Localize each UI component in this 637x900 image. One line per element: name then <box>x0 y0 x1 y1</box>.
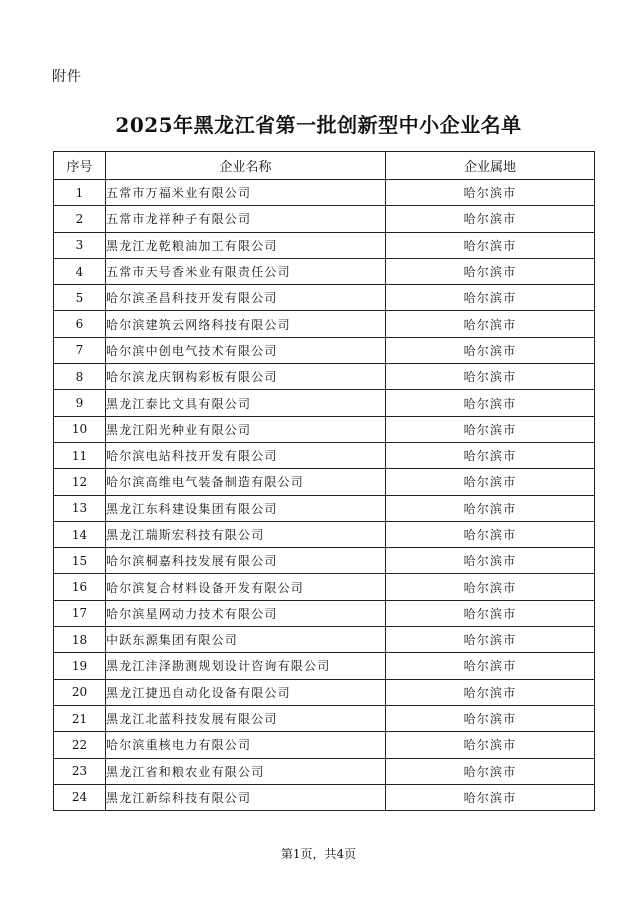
company-name-cell: 黑龙江泰比文具有限公司 <box>106 390 386 416</box>
table-row <box>54 469 595 495</box>
row-number-cell: 5 <box>54 285 106 311</box>
location-cell: 哈尔滨市 <box>386 469 595 495</box>
table-row <box>54 521 595 547</box>
table-row <box>54 679 595 705</box>
location-cell: 哈尔滨市 <box>386 627 595 653</box>
location-cell: 哈尔滨市 <box>386 784 595 810</box>
table-row <box>54 206 595 232</box>
location-cell: 哈尔滨市 <box>386 600 595 626</box>
company-name-cell: 哈尔滨高维电气装备制造有限公司 <box>106 469 386 495</box>
location-cell: 哈尔滨市 <box>386 390 595 416</box>
table-row <box>54 258 595 284</box>
location-cell: 哈尔滨市 <box>386 232 595 258</box>
table-row <box>54 390 595 416</box>
location-cell: 哈尔滨市 <box>386 258 595 284</box>
page-title: 2025年黑龙江省第一批创新型中小企业名单 <box>115 113 522 137</box>
location-cell: 哈尔滨市 <box>386 416 595 442</box>
table-row <box>54 337 595 363</box>
company-name-cell: 哈尔滨星网动力技术有限公司 <box>106 600 386 626</box>
row-number-cell: 12 <box>54 469 106 495</box>
company-name-cell: 黑龙江龙乾粮油加工有限公司 <box>106 232 386 258</box>
row-number-cell: 15 <box>54 548 106 574</box>
row-number-cell: 4 <box>54 258 106 284</box>
column-header-number: 序号 <box>54 152 106 180</box>
table-row <box>54 784 595 810</box>
row-number-cell: 1 <box>54 180 106 206</box>
row-number-cell: 10 <box>54 416 106 442</box>
company-name-cell: 黑龙江瑞斯宏科技有限公司 <box>106 521 386 547</box>
company-name-cell: 哈尔滨龙庆钢构彩板有限公司 <box>106 364 386 390</box>
row-number-cell: 20 <box>54 679 106 705</box>
table-row <box>54 285 595 311</box>
table-row <box>54 364 595 390</box>
location-cell: 哈尔滨市 <box>386 285 595 311</box>
table-row <box>54 653 595 679</box>
attachment-label: 附件 <box>52 69 82 85</box>
table-row <box>54 180 595 206</box>
table-row <box>54 705 595 731</box>
location-cell: 哈尔滨市 <box>386 495 595 521</box>
company-name-cell: 哈尔滨圣昌科技开发有限公司 <box>106 285 386 311</box>
column-header-location: 企业属地 <box>386 152 595 180</box>
company-name-cell: 黑龙江新综科技有限公司 <box>106 784 386 810</box>
table-row <box>54 495 595 521</box>
company-list-table <box>53 151 595 811</box>
row-number-cell: 14 <box>54 521 106 547</box>
company-name-cell: 黑龙江沣泽勘测规划设计咨询有限公司 <box>106 653 386 679</box>
location-cell: 哈尔滨市 <box>386 521 595 547</box>
row-number-cell: 7 <box>54 337 106 363</box>
row-number-cell: 22 <box>54 732 106 758</box>
row-number-cell: 3 <box>54 232 106 258</box>
location-cell: 哈尔滨市 <box>386 442 595 468</box>
company-name-cell: 哈尔滨重核电力有限公司 <box>106 732 386 758</box>
column-header-company-name: 企业名称 <box>106 152 386 180</box>
row-number-cell: 23 <box>54 758 106 784</box>
location-cell: 哈尔滨市 <box>386 311 595 337</box>
location-cell: 哈尔滨市 <box>386 653 595 679</box>
row-number-cell: 16 <box>54 574 106 600</box>
company-name-cell: 黑龙江东科建设集团有限公司 <box>106 495 386 521</box>
company-name-cell: 五常市龙祥种子有限公司 <box>106 206 386 232</box>
table-row <box>54 600 595 626</box>
page-number: 第1页，共4页 <box>280 847 357 861</box>
table-row <box>54 758 595 784</box>
company-name-cell: 五常市天号香米业有限责任公司 <box>106 258 386 284</box>
table-row <box>54 311 595 337</box>
location-cell: 哈尔滨市 <box>386 206 595 232</box>
row-number-cell: 13 <box>54 495 106 521</box>
table-row <box>54 232 595 258</box>
row-number-cell: 21 <box>54 705 106 731</box>
row-number-cell: 9 <box>54 390 106 416</box>
table-row <box>54 416 595 442</box>
table-row <box>54 574 595 600</box>
company-name-cell: 哈尔滨中创电气技术有限公司 <box>106 337 386 363</box>
row-number-cell: 18 <box>54 627 106 653</box>
company-name-cell: 黑龙江省和粮农业有限公司 <box>106 758 386 784</box>
location-cell: 哈尔滨市 <box>386 758 595 784</box>
location-cell: 哈尔滨市 <box>386 364 595 390</box>
company-name-cell: 哈尔滨复合材料设备开发有限公司 <box>106 574 386 600</box>
table-header-row <box>54 152 595 180</box>
company-name-cell: 五常市万福米业有限公司 <box>106 180 386 206</box>
table-row <box>54 548 595 574</box>
location-cell: 哈尔滨市 <box>386 548 595 574</box>
row-number-cell: 11 <box>54 442 106 468</box>
location-cell: 哈尔滨市 <box>386 337 595 363</box>
location-cell: 哈尔滨市 <box>386 574 595 600</box>
company-name-cell: 黑龙江北蓝科技发展有限公司 <box>106 705 386 731</box>
location-cell: 哈尔滨市 <box>386 679 595 705</box>
row-number-cell: 24 <box>54 784 106 810</box>
row-number-cell: 6 <box>54 311 106 337</box>
company-name-cell: 黑龙江捷迅自动化设备有限公司 <box>106 679 386 705</box>
row-number-cell: 2 <box>54 206 106 232</box>
company-name-cell: 哈尔滨建筑云网络科技有限公司 <box>106 311 386 337</box>
table-row <box>54 627 595 653</box>
table-header <box>54 152 595 180</box>
row-number-cell: 19 <box>54 653 106 679</box>
company-name-cell: 黑龙江阳光种业有限公司 <box>106 416 386 442</box>
company-name-cell: 哈尔滨电站科技开发有限公司 <box>106 442 386 468</box>
location-cell: 哈尔滨市 <box>386 732 595 758</box>
row-number-cell: 17 <box>54 600 106 626</box>
location-cell: 哈尔滨市 <box>386 180 595 206</box>
row-number-cell: 8 <box>54 364 106 390</box>
table-body <box>54 180 595 811</box>
company-name-cell: 哈尔滨桐嘉科技发展有限公司 <box>106 548 386 574</box>
table-row <box>54 732 595 758</box>
location-cell: 哈尔滨市 <box>386 705 595 731</box>
table-row <box>54 442 595 468</box>
company-name-cell: 中跃东源集团有限公司 <box>106 627 386 653</box>
